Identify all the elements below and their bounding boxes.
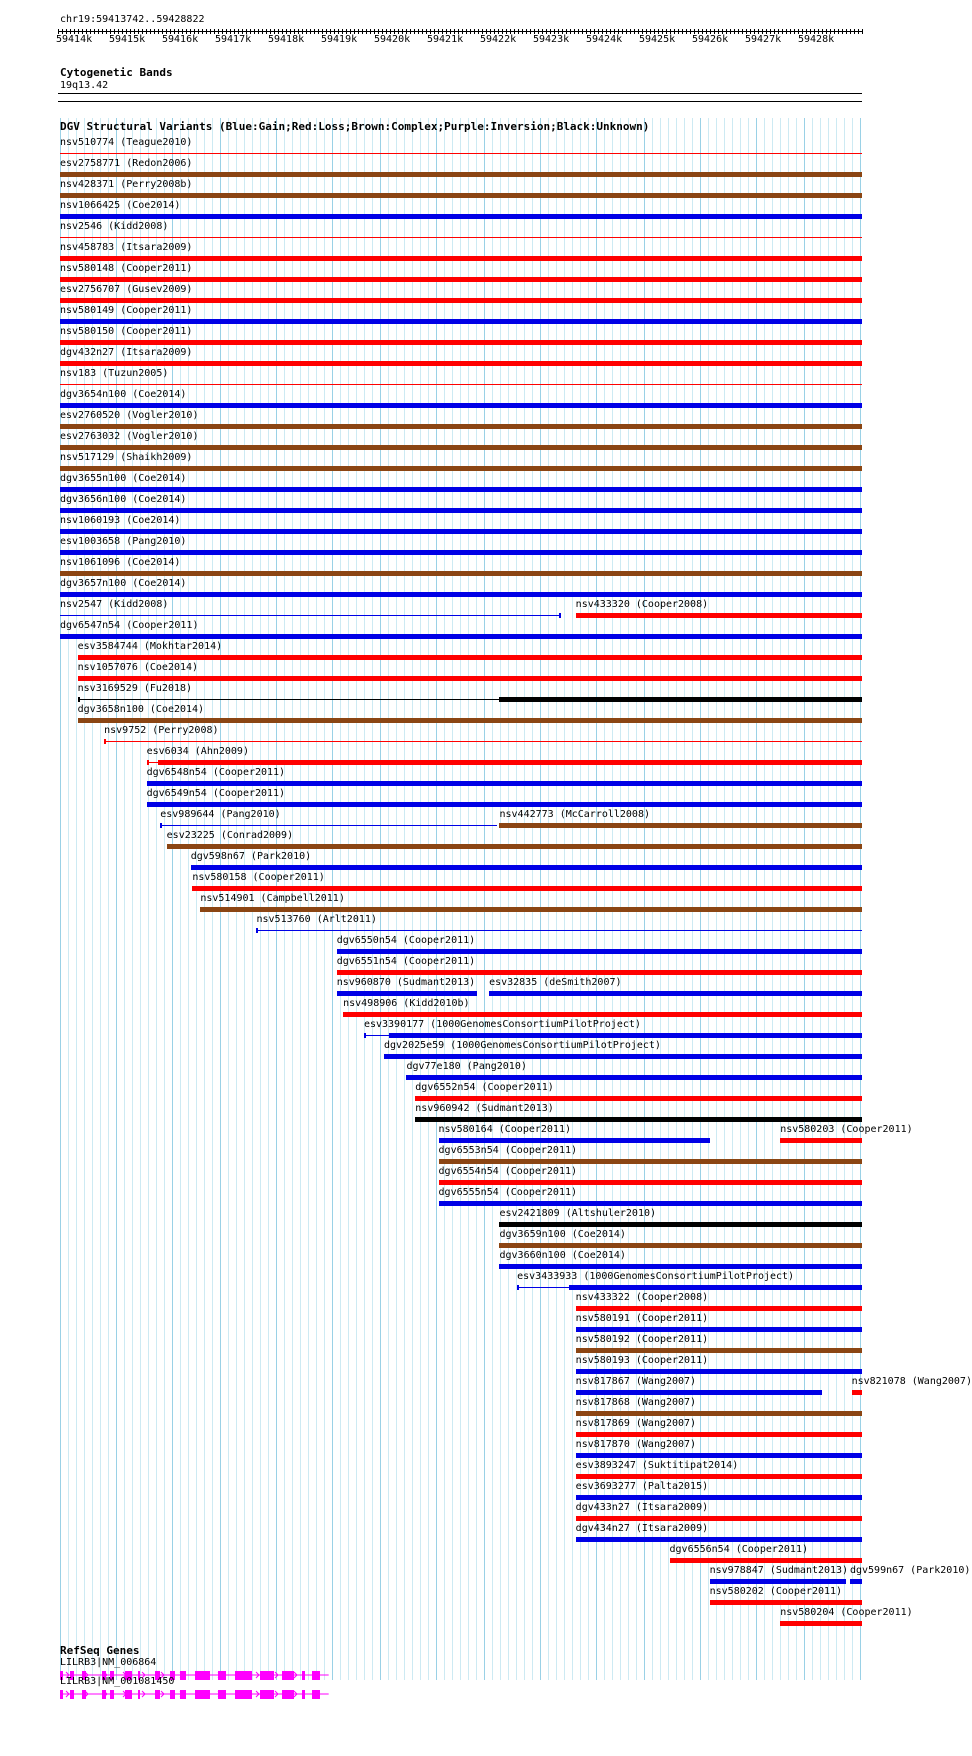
dgv-feature-label[interactable]: nsv183 (Tuzun2005) [60,368,169,379]
dgv-feature-bar[interactable] [710,1600,862,1605]
ruler-tick-label: 59419k [321,34,358,45]
dgv-feature-label[interactable]: nsv9752 (Perry2008) [104,725,219,736]
dgv-feature-tick [256,928,258,933]
dgv-feature-tick [364,1033,366,1038]
dgv-feature-bar[interactable] [576,1348,862,1353]
dgv-feature-bar[interactable] [852,1390,862,1395]
ruler-position-label: chr19:59413742..59428822 [60,14,205,25]
dgv-feature-label[interactable]: dgv6548n54 (Cooper2011) [146,767,286,778]
dgv-feature-bar[interactable] [60,508,862,513]
dgv-feature-bar[interactable] [384,1054,862,1059]
dgv-feature-label[interactable]: nsv580158 (Cooper2011) [192,872,325,883]
dgv-feature-label[interactable]: nsv580150 (Cooper2011) [60,326,193,337]
dgv-feature-label[interactable]: nsv580203 (Cooper2011) [780,1124,913,1135]
dgv-feature-label[interactable]: nsv433320 (Cooper2008) [575,599,709,610]
dgv-feature-tick [147,760,149,765]
dgv-feature-bar[interactable] [389,1033,862,1038]
dgv-feature-label[interactable]: nsv580192 (Cooper2011) [575,1334,709,1345]
dgv-feature-label[interactable]: nsv498906 (Kidd2010b) [343,998,470,1009]
ruler-tick-label: 59422k [480,34,517,45]
ruler-tick-label: 59424k [586,34,623,45]
dgv-feature-label[interactable]: nsv513760 (Arlt2011) [256,914,377,925]
dgv-feature-label[interactable]: esv2760520 (Vogler2010) [60,410,199,421]
dgv-feature-label[interactable]: esv2763032 (Vogler2010) [60,431,199,442]
dgv-feature-bar[interactable] [499,823,862,828]
dgv-feature-label[interactable]: dgv6547n54 (Cooper2011) [60,620,199,631]
dgv-feature-label[interactable]: dgv3657n100 (Coe2014) [60,578,187,589]
dgv-feature-bar[interactable] [60,445,862,450]
refseq-gene-model[interactable] [60,1688,329,1700]
dgv-feature-line[interactable] [78,699,500,700]
dgv-feature-label[interactable]: dgv3660n100 (Coe2014) [499,1250,626,1261]
dgv-feature-label[interactable]: dgv6556n54 (Cooper2011) [669,1544,808,1555]
dgv-feature-bar[interactable] [60,403,862,408]
dgv-feature-bar[interactable] [167,844,862,849]
dgv-feature-bar[interactable] [499,1222,862,1227]
dgv-feature-label[interactable]: nsv1066425 (Coe2014) [60,200,181,211]
dgv-feature-tick [160,823,162,828]
dgv-feature-bar[interactable] [60,193,862,198]
dgv-feature-label[interactable]: nsv817867 (Wang2007) [575,1376,697,1387]
ruler-tick-label: 59421k [427,34,464,45]
dgv-feature-label[interactable]: dgv433n27 (Itsara2009) [575,1502,709,1513]
dgv-feature-line[interactable] [364,1035,389,1036]
dgv-feature-bar[interactable] [406,1075,862,1080]
dgv-feature-bar[interactable] [710,1579,846,1584]
ruler-tick-label: 59423k [533,34,570,45]
dgv-feature-bar[interactable] [499,1264,862,1269]
dgv-feature-label[interactable]: nsv510774 (Teague2010) [60,137,193,148]
dgv-feature-bar[interactable] [670,1558,862,1563]
dgv-feature-label[interactable]: dgv6553n54 (Cooper2011) [438,1145,578,1156]
ruler-tick-label: 59426k [692,34,729,45]
dgv-feature-bar[interactable] [78,655,862,660]
dgv-feature-label[interactable]: dgv434n27 (Itsara2009) [575,1523,709,1534]
dgv-feature-label[interactable]: dgv599n67 (Park2010) [849,1565,971,1576]
dgv-feature-bar[interactable] [780,1138,862,1143]
dgv-feature-bar[interactable] [576,1369,862,1374]
cytoband-label: 19q13.42 [60,80,109,91]
dgv-feature-label[interactable]: esv32835 (deSmith2007) [489,977,622,988]
dgv-feature-label[interactable]: nsv1061096 (Coe2014) [60,557,181,568]
dgv-feature-label[interactable]: esv989644 (Pang2010) [160,809,281,820]
dgv-feature-bar[interactable] [499,1243,862,1248]
dgv-feature-bar[interactable] [576,1453,862,1458]
dgv-feature-label[interactable]: nsv817868 (Wang2007) [575,1397,697,1408]
dgv-feature-bar[interactable] [60,487,862,492]
dgv-feature-bar[interactable] [60,361,862,366]
dgv-feature-bar[interactable] [499,697,862,702]
dgv-feature-bar[interactable] [147,781,862,786]
dgv-feature-label[interactable]: nsv1057076 (Coe2014) [77,662,199,673]
refseq-gene-label[interactable]: LILRB3|NM_006864 [60,1657,157,1668]
dgv-feature-label[interactable]: esv3693277 (Palta2015) [575,1481,709,1492]
dgv-feature-label[interactable]: nsv2546 (Kidd2008) [60,221,169,232]
dgv-feature-label[interactable]: dgv6549n54 (Cooper2011) [146,788,286,799]
dgv-track-title: DGV Structural Variants (Blue:Gain;Red:Loss;Brown:Complex;Purple:Inversion;Black:Unknown) [60,120,650,133]
dgv-feature-label[interactable]: nsv580149 (Cooper2011) [60,305,193,316]
dgv-feature-bar[interactable] [439,1201,862,1206]
dgv-feature-label[interactable]: esv3584744 (Mokhtar2014) [77,641,223,652]
ruler-tick-label: 59428k [798,34,835,45]
dgv-feature-bar[interactable] [576,1432,862,1437]
ruler-tick-label: 59415k [109,34,146,45]
dgv-feature-label[interactable]: esv6034 (Ahn2009) [146,746,249,757]
dgv-feature-bar[interactable] [60,298,862,303]
dgv-feature-label[interactable]: esv2421809 (Altshuler2010) [499,1208,657,1219]
dgv-feature-label[interactable]: nsv978847 (Sudmant2013) [709,1565,849,1576]
dgv-feature-line[interactable] [517,1287,569,1288]
dgv-feature-bar[interactable] [337,991,477,996]
dgv-feature-bar[interactable] [439,1159,862,1164]
dgv-feature-bar[interactable] [850,1579,862,1584]
dgv-feature-tick [104,739,106,744]
dgv-feature-bar[interactable] [576,1495,862,1500]
dgv-feature-bar[interactable] [60,172,862,177]
dgv-feature-label[interactable]: dgv598n67 (Park2010) [190,851,312,862]
dgv-feature-bar[interactable] [343,1012,862,1017]
dgv-feature-tick [559,613,561,618]
dgv-feature-label[interactable]: nsv960870 (Sudmant2013) [336,977,476,988]
dgv-feature-bar[interactable] [60,424,862,429]
dgv-feature-label[interactable]: dgv3659n100 (Coe2014) [499,1229,626,1240]
dgv-feature-line[interactable] [160,825,497,826]
dgv-feature-label[interactable]: esv2758771 (Redon2006) [60,158,193,169]
dgv-feature-label[interactable]: nsv580202 (Cooper2011) [709,1586,843,1597]
dgv-feature-bar[interactable] [78,718,862,723]
dgv-feature-label[interactable]: nsv960942 (Sudmant2013) [415,1103,554,1114]
dgv-feature-bar[interactable] [60,571,862,576]
dgv-feature-bar[interactable] [415,1096,862,1101]
dgv-feature-bar[interactable] [60,466,862,471]
dgv-feature-bar[interactable] [569,1285,862,1290]
dgv-feature-label[interactable]: esv23225 (Conrad2009) [166,830,294,841]
dgv-feature-label[interactable]: dgv77e180 (Pang2010) [406,1061,527,1072]
dgv-feature-label[interactable]: nsv442773 (McCarroll2008) [499,809,650,820]
dgv-feature-label[interactable]: dgv6554n54 (Cooper2011) [438,1166,578,1177]
dgv-feature-line[interactable] [60,153,862,154]
dgv-feature-bar[interactable] [60,592,862,597]
ruler-tick-label: 59417k [215,34,252,45]
dgv-feature-bar[interactable] [439,1138,711,1143]
dgv-feature-line[interactable] [256,930,862,931]
dgv-feature-bar[interactable] [780,1621,862,1626]
ruler-tick-label: 59416k [162,34,199,45]
dgv-feature-label[interactable]: nsv2547 (Kidd2008) [60,599,169,610]
dgv-feature-line[interactable] [60,615,560,616]
refseq-gene-label[interactable]: LILRB3|NM_001081450 [60,1676,175,1687]
dgv-feature-label[interactable]: dgv3656n100 (Coe2014) [60,494,187,505]
cytoband-track-title: Cytogenetic Bands [60,66,173,79]
dgv-feature-label[interactable]: dgv3654n100 (Coe2014) [60,389,187,400]
dgv-feature-bar[interactable] [78,676,862,681]
dgv-feature-label[interactable]: esv2756707 (Gusev2009) [60,284,193,295]
dgv-feature-label[interactable]: nsv580191 (Cooper2011) [575,1313,709,1324]
dgv-feature-bar[interactable] [489,991,862,996]
ruler-tick-label: 59418k [268,34,305,45]
dgv-feature-label[interactable]: dgv432n27 (Itsara2009) [60,347,193,358]
dgv-feature-label[interactable]: nsv580164 (Cooper2011) [438,1124,571,1135]
dgv-feature-bar[interactable] [60,319,862,324]
ruler-tick-label: 59425k [639,34,676,45]
dgv-feature-label[interactable]: dgv2025e59 (1000GenomesConsortiumPilotProject) [384,1040,661,1051]
dgv-feature-bar[interactable] [147,802,862,807]
dgv-feature-bar[interactable] [439,1180,862,1185]
dgv-feature-bar[interactable] [576,1537,862,1542]
dgv-feature-label[interactable]: nsv3169529 (Fu2018) [77,683,193,694]
dgv-feature-label[interactable]: nsv580193 (Cooper2011) [575,1355,709,1366]
dgv-feature-bar[interactable] [576,1474,862,1479]
dgv-feature-bar[interactable] [576,1516,862,1521]
dgv-feature-bar[interactable] [60,256,862,261]
dgv-feature-label[interactable]: esv1003658 (Pang2010) [60,536,187,547]
dgv-feature-label[interactable]: nsv1060193 (Coe2014) [60,515,181,526]
dgv-feature-label[interactable]: nsv817870 (Wang2007) [575,1439,697,1450]
dgv-feature-label[interactable]: nsv433322 (Cooper2008) [575,1292,709,1303]
dgv-feature-label[interactable]: esv3433933 (1000GenomesConsortiumPilotProject) [517,1271,795,1282]
dgv-feature-label[interactable]: esv3390177 (1000GenomesConsortiumPilotProject) [363,1019,641,1030]
refseq-track-title: RefSeq Genes [60,1644,140,1657]
dgv-feature-bar[interactable] [576,1306,862,1311]
dgv-feature-bar[interactable] [191,865,862,870]
ruler-tick-label: 59427k [745,34,782,45]
dgv-feature-label[interactable]: dgv6555n54 (Cooper2011) [438,1187,578,1198]
dgv-feature-bar[interactable] [200,907,862,912]
dgv-feature-label[interactable]: nsv821078 (Wang2007) [851,1376,972,1387]
dgv-feature-label[interactable]: dgv6551n54 (Cooper2011) [336,956,476,967]
dgv-feature-tick [78,697,80,702]
dgv-feature-label[interactable]: nsv517129 (Shaikh2009) [60,452,193,463]
dgv-feature-line[interactable] [60,237,862,238]
dgv-feature-bar[interactable] [337,949,862,954]
dgv-feature-bar[interactable] [576,1411,862,1416]
dgv-feature-label[interactable]: nsv514901 (Campbell2011) [200,893,345,904]
dgv-feature-label[interactable]: nsv428371 (Perry2008b) [60,179,193,190]
dgv-feature-label[interactable]: dgv6550n54 (Cooper2011) [336,935,476,946]
ruler-tick-label: 59414k [56,34,93,45]
dgv-feature-label[interactable]: nsv458783 (Itsara2009) [60,242,193,253]
dgv-feature-bar[interactable] [337,970,862,975]
dgv-feature-bar[interactable] [60,214,862,219]
dgv-feature-label[interactable]: dgv3658n100 (Coe2014) [77,704,205,715]
dgv-feature-bar[interactable] [192,886,862,891]
dgv-feature-bar[interactable] [60,277,862,282]
dgv-feature-label[interactable]: esv3893247 (Suktitipat2014) [575,1460,739,1471]
dgv-feature-line[interactable] [60,384,862,385]
dgv-feature-bar[interactable] [415,1117,862,1122]
dgv-feature-bar[interactable] [60,550,862,555]
dgv-feature-tick [517,1285,519,1290]
ruler-tick-label: 59420k [374,34,411,45]
dgv-feature-bar[interactable] [576,613,862,618]
dgv-feature-bar[interactable] [60,340,862,345]
dgv-feature-bar[interactable] [158,760,862,765]
dgv-feature-label[interactable]: nsv580148 (Cooper2011) [60,263,193,274]
dgv-feature-bar[interactable] [576,1327,862,1332]
dgv-feature-bar[interactable] [576,1390,822,1395]
dgv-feature-label[interactable]: dgv3655n100 (Coe2014) [60,473,187,484]
dgv-feature-bar[interactable] [60,529,862,534]
dgv-feature-label[interactable]: nsv580204 (Cooper2011) [780,1607,913,1618]
dgv-feature-label[interactable]: dgv6552n54 (Cooper2011) [415,1082,554,1093]
dgv-feature-line[interactable] [104,741,862,742]
dgv-feature-bar[interactable] [60,634,862,639]
dgv-feature-label[interactable]: nsv817869 (Wang2007) [575,1418,697,1429]
